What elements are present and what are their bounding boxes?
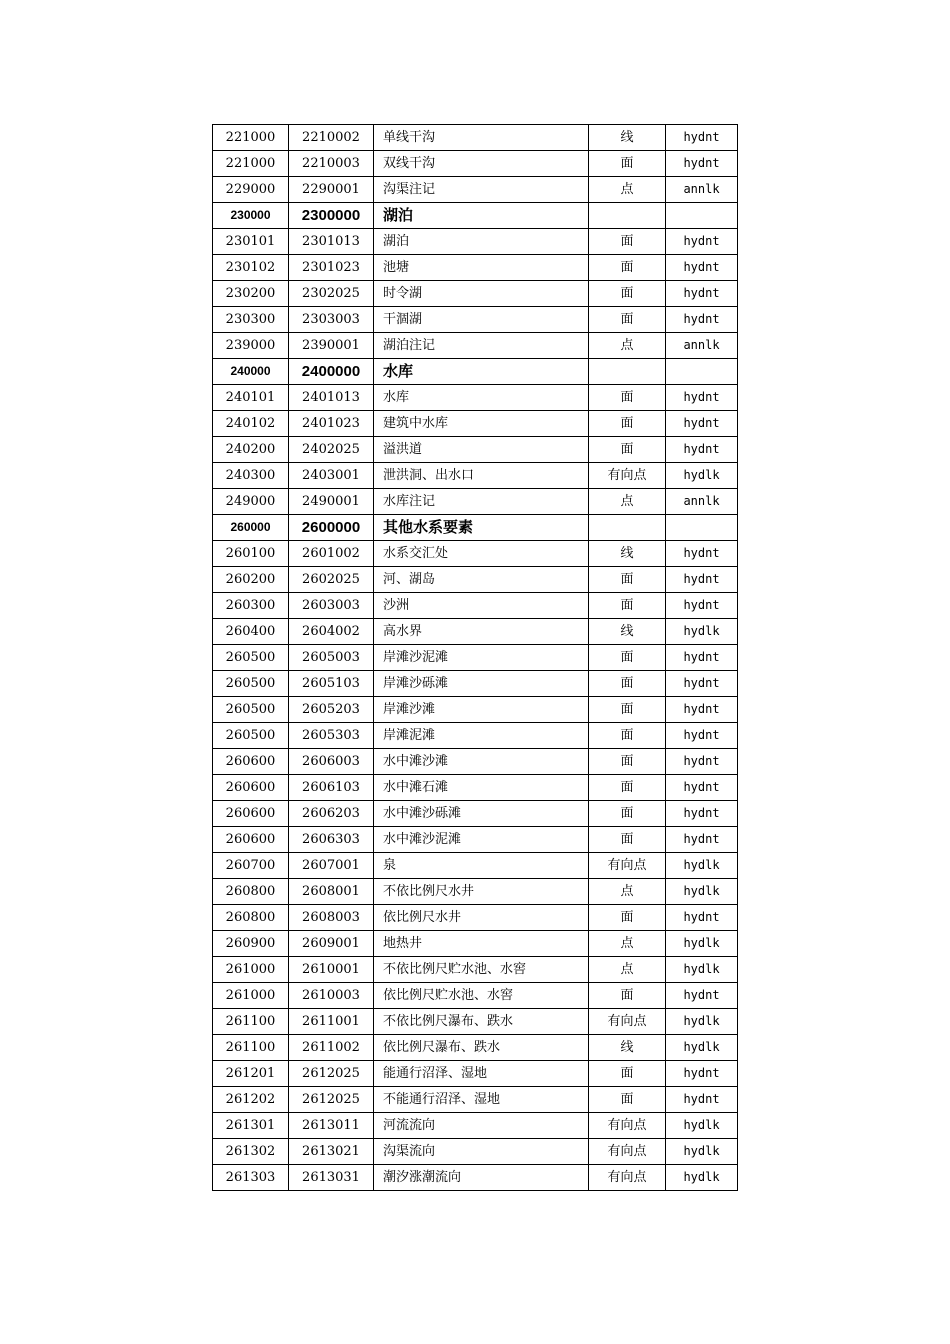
geometry-type-cell: 点 — [589, 931, 666, 957]
feature-code-cell: 2605103 — [289, 671, 374, 697]
feature-name-cell: 泄洪洞、出水口 — [374, 463, 589, 489]
table-body — [213, 125, 738, 1191]
feature-name-cell: 湖泊 — [374, 203, 589, 229]
geometry-type-cell: 点 — [589, 879, 666, 905]
table-row — [213, 645, 738, 671]
geometry-type-cell: 面 — [589, 307, 666, 333]
category-code-cell: 260400 — [213, 619, 289, 645]
category-code-cell: 260500 — [213, 671, 289, 697]
category-code-cell: 260300 — [213, 593, 289, 619]
table-row — [213, 1035, 738, 1061]
feature-name-cell: 水中滩沙泥滩 — [374, 827, 589, 853]
table-row — [213, 255, 738, 281]
feature-code-table — [212, 124, 738, 1191]
geometry-type-cell: 面 — [589, 1061, 666, 1087]
feature-code-cell: 2611002 — [289, 1035, 374, 1061]
layer-name-cell: hydnt — [666, 593, 738, 619]
category-code-cell: 240300 — [213, 463, 289, 489]
layer-name-cell: hydnt — [666, 281, 738, 307]
geometry-type-cell: 面 — [589, 255, 666, 281]
table-row — [213, 229, 738, 255]
feature-code-cell: 2609001 — [289, 931, 374, 957]
feature-code-cell: 2401013 — [289, 385, 374, 411]
layer-name-cell: hydnt — [666, 697, 738, 723]
table-row — [213, 879, 738, 905]
category-code-cell: 230101 — [213, 229, 289, 255]
table-row — [213, 775, 738, 801]
category-code-cell: 261100 — [213, 1009, 289, 1035]
table-row — [213, 931, 738, 957]
layer-name-cell: hydlk — [666, 1165, 738, 1191]
feature-name-cell: 单线干沟 — [374, 125, 589, 151]
category-code-cell: 260500 — [213, 645, 289, 671]
feature-name-cell: 沟渠注记 — [374, 177, 589, 203]
feature-name-cell: 依比例尺瀑布、跌水 — [374, 1035, 589, 1061]
feature-code-cell: 2606103 — [289, 775, 374, 801]
table-row — [213, 177, 738, 203]
table-row — [213, 801, 738, 827]
category-code-cell: 261202 — [213, 1087, 289, 1113]
layer-name-cell: hydnt — [666, 1061, 738, 1087]
geometry-type-cell: 点 — [589, 333, 666, 359]
table-row — [213, 385, 738, 411]
category-code-cell: 230300 — [213, 307, 289, 333]
feature-code-cell: 2612025 — [289, 1061, 374, 1087]
feature-name-cell: 其他水系要素 — [374, 515, 589, 541]
feature-code-cell: 2605303 — [289, 723, 374, 749]
layer-name-cell: hydlk — [666, 463, 738, 489]
feature-code-cell: 2613021 — [289, 1139, 374, 1165]
layer-name-cell: hydlk — [666, 619, 738, 645]
feature-code-cell: 2210003 — [289, 151, 374, 177]
layer-name-cell: hydlk — [666, 853, 738, 879]
category-code-cell: 260600 — [213, 749, 289, 775]
layer-name-cell: hydnt — [666, 385, 738, 411]
geometry-type-cell: 线 — [589, 619, 666, 645]
geometry-type-cell: 有向点 — [589, 1113, 666, 1139]
layer-name-cell: hydlk — [666, 957, 738, 983]
geometry-type-cell: 面 — [589, 671, 666, 697]
category-code-cell: 261303 — [213, 1165, 289, 1191]
geometry-type-cell: 有向点 — [589, 1009, 666, 1035]
feature-name-cell: 河、湖岛 — [374, 567, 589, 593]
group-header-row — [213, 515, 738, 541]
table-row — [213, 1009, 738, 1035]
feature-code-cell: 2210002 — [289, 125, 374, 151]
feature-code-cell: 2611001 — [289, 1009, 374, 1035]
feature-name-cell: 依比例尺水井 — [374, 905, 589, 931]
category-code-cell: 240200 — [213, 437, 289, 463]
feature-code-cell: 2606203 — [289, 801, 374, 827]
table-row — [213, 333, 738, 359]
feature-code-cell: 2604002 — [289, 619, 374, 645]
feature-name-cell: 水中滩沙砾滩 — [374, 801, 589, 827]
table-row — [213, 723, 738, 749]
feature-code-cell: 2608001 — [289, 879, 374, 905]
geometry-type-cell — [589, 359, 666, 385]
feature-name-cell: 河流流向 — [374, 1113, 589, 1139]
table-row — [213, 463, 738, 489]
geometry-type-cell: 面 — [589, 645, 666, 671]
category-code-cell: 261000 — [213, 957, 289, 983]
geometry-type-cell: 面 — [589, 281, 666, 307]
layer-name-cell: hydnt — [666, 983, 738, 1009]
feature-name-cell: 岸滩沙砾滩 — [374, 671, 589, 697]
category-code-cell: 260200 — [213, 567, 289, 593]
category-code-cell: 260800 — [213, 879, 289, 905]
table-row — [213, 671, 738, 697]
category-code-cell: 260900 — [213, 931, 289, 957]
feature-code-cell: 2610001 — [289, 957, 374, 983]
geometry-type-cell: 面 — [589, 1087, 666, 1113]
feature-code-cell: 2610003 — [289, 983, 374, 1009]
layer-name-cell: hydlk — [666, 879, 738, 905]
layer-name-cell: hydnt — [666, 255, 738, 281]
layer-name-cell: hydnt — [666, 645, 738, 671]
table-row — [213, 281, 738, 307]
feature-code-cell: 2613031 — [289, 1165, 374, 1191]
category-code-cell: 261301 — [213, 1113, 289, 1139]
category-code-cell: 260700 — [213, 853, 289, 879]
layer-name-cell — [666, 359, 738, 385]
table-row — [213, 437, 738, 463]
feature-code-cell: 2606003 — [289, 749, 374, 775]
geometry-type-cell: 有向点 — [589, 853, 666, 879]
layer-name-cell: hydnt — [666, 671, 738, 697]
feature-name-cell: 湖泊 — [374, 229, 589, 255]
layer-name-cell: hydnt — [666, 151, 738, 177]
feature-code-cell: 2301023 — [289, 255, 374, 281]
table-row — [213, 697, 738, 723]
layer-name-cell: hydlk — [666, 931, 738, 957]
layer-name-cell: hydlk — [666, 1139, 738, 1165]
geometry-type-cell: 线 — [589, 125, 666, 151]
category-code-cell: 260100 — [213, 541, 289, 567]
layer-name-cell: hydnt — [666, 125, 738, 151]
category-code-cell: 240101 — [213, 385, 289, 411]
table-row — [213, 125, 738, 151]
geometry-type-cell: 线 — [589, 1035, 666, 1061]
geometry-type-cell: 点 — [589, 957, 666, 983]
layer-name-cell: annlk — [666, 177, 738, 203]
feature-code-cell: 2605203 — [289, 697, 374, 723]
layer-name-cell: hydnt — [666, 307, 738, 333]
table-row — [213, 749, 738, 775]
geometry-type-cell: 面 — [589, 437, 666, 463]
category-code-cell: 240102 — [213, 411, 289, 437]
feature-name-cell: 水中滩沙滩 — [374, 749, 589, 775]
feature-code-cell: 2608003 — [289, 905, 374, 931]
feature-name-cell: 水中滩石滩 — [374, 775, 589, 801]
geometry-type-cell: 线 — [589, 541, 666, 567]
layer-name-cell — [666, 515, 738, 541]
geometry-type-cell: 面 — [589, 697, 666, 723]
feature-name-cell: 依比例尺贮水池、水窖 — [374, 983, 589, 1009]
feature-name-cell: 沟渠流向 — [374, 1139, 589, 1165]
geometry-type-cell: 面 — [589, 151, 666, 177]
table-row — [213, 853, 738, 879]
geometry-type-cell: 面 — [589, 385, 666, 411]
feature-code-cell: 2600000 — [289, 515, 374, 541]
geometry-type-cell: 面 — [589, 411, 666, 437]
table-row — [213, 957, 738, 983]
feature-code-cell: 2390001 — [289, 333, 374, 359]
feature-name-cell: 岸滩泥滩 — [374, 723, 589, 749]
layer-name-cell — [666, 203, 738, 229]
layer-name-cell: hydnt — [666, 905, 738, 931]
table-row — [213, 827, 738, 853]
feature-code-cell: 2606303 — [289, 827, 374, 853]
feature-code-cell: 2605003 — [289, 645, 374, 671]
layer-name-cell: hydnt — [666, 411, 738, 437]
feature-name-cell: 高水界 — [374, 619, 589, 645]
category-code-cell: 260500 — [213, 697, 289, 723]
table-row — [213, 541, 738, 567]
feature-code-cell: 2607001 — [289, 853, 374, 879]
layer-name-cell: annlk — [666, 489, 738, 515]
feature-name-cell: 不依比例尺贮水池、水窖 — [374, 957, 589, 983]
feature-code-cell: 2601002 — [289, 541, 374, 567]
layer-name-cell: hydnt — [666, 827, 738, 853]
category-code-cell: 260500 — [213, 723, 289, 749]
category-code-cell: 261000 — [213, 983, 289, 1009]
geometry-type-cell: 点 — [589, 177, 666, 203]
geometry-type-cell: 面 — [589, 983, 666, 1009]
feature-name-cell: 岸滩沙滩 — [374, 697, 589, 723]
feature-name-cell: 干涸湖 — [374, 307, 589, 333]
feature-name-cell: 岸滩沙泥滩 — [374, 645, 589, 671]
table-row — [213, 151, 738, 177]
geometry-type-cell: 面 — [589, 593, 666, 619]
feature-code-cell: 2303003 — [289, 307, 374, 333]
category-code-cell: 249000 — [213, 489, 289, 515]
feature-code-cell: 2602025 — [289, 567, 374, 593]
feature-name-cell: 不依比例尺水井 — [374, 879, 589, 905]
category-code-cell: 261302 — [213, 1139, 289, 1165]
category-code-cell: 261100 — [213, 1035, 289, 1061]
feature-code-cell: 2300000 — [289, 203, 374, 229]
layer-name-cell: hydnt — [666, 229, 738, 255]
feature-name-cell: 水库 — [374, 385, 589, 411]
geometry-type-cell — [589, 515, 666, 541]
table-row — [213, 1113, 738, 1139]
geometry-type-cell: 面 — [589, 749, 666, 775]
geometry-type-cell: 有向点 — [589, 463, 666, 489]
table-row — [213, 489, 738, 515]
layer-name-cell: hydlk — [666, 1009, 738, 1035]
category-code-cell: 260600 — [213, 827, 289, 853]
feature-name-cell: 时令湖 — [374, 281, 589, 307]
table-row — [213, 983, 738, 1009]
category-code-cell: 261201 — [213, 1061, 289, 1087]
feature-code-cell: 2302025 — [289, 281, 374, 307]
category-code-cell: 221000 — [213, 151, 289, 177]
layer-name-cell: hydnt — [666, 1087, 738, 1113]
layer-name-cell: hydnt — [666, 801, 738, 827]
geometry-type-cell: 面 — [589, 723, 666, 749]
category-code-cell: 240000 — [213, 359, 289, 385]
feature-code-cell: 2301013 — [289, 229, 374, 255]
feature-name-cell: 双线干沟 — [374, 151, 589, 177]
category-code-cell: 260000 — [213, 515, 289, 541]
feature-code-cell: 2401023 — [289, 411, 374, 437]
table-row — [213, 411, 738, 437]
category-code-cell: 221000 — [213, 125, 289, 151]
table-row — [213, 307, 738, 333]
layer-name-cell: hydnt — [666, 749, 738, 775]
layer-name-cell: hydnt — [666, 723, 738, 749]
feature-name-cell: 沙洲 — [374, 593, 589, 619]
feature-code-cell: 2613011 — [289, 1113, 374, 1139]
geometry-type-cell: 面 — [589, 229, 666, 255]
feature-code-cell: 2603003 — [289, 593, 374, 619]
table-row — [213, 567, 738, 593]
table-row — [213, 619, 738, 645]
geometry-type-cell: 面 — [589, 801, 666, 827]
layer-name-cell: annlk — [666, 333, 738, 359]
feature-name-cell: 建筑中水库 — [374, 411, 589, 437]
category-code-cell: 260600 — [213, 801, 289, 827]
geometry-type-cell: 有向点 — [589, 1165, 666, 1191]
feature-name-cell: 溢洪道 — [374, 437, 589, 463]
feature-code-cell: 2403001 — [289, 463, 374, 489]
layer-name-cell: hydlk — [666, 1035, 738, 1061]
layer-name-cell: hydnt — [666, 541, 738, 567]
geometry-type-cell: 面 — [589, 775, 666, 801]
feature-code-cell: 2490001 — [289, 489, 374, 515]
feature-code-cell: 2612025 — [289, 1087, 374, 1113]
category-code-cell: 230102 — [213, 255, 289, 281]
feature-name-cell: 能通行沼泽、湿地 — [374, 1061, 589, 1087]
category-code-cell: 230000 — [213, 203, 289, 229]
category-code-cell: 239000 — [213, 333, 289, 359]
feature-name-cell: 水系交汇处 — [374, 541, 589, 567]
layer-name-cell: hydlk — [666, 1113, 738, 1139]
geometry-type-cell: 面 — [589, 905, 666, 931]
layer-name-cell: hydnt — [666, 567, 738, 593]
layer-name-cell: hydnt — [666, 437, 738, 463]
category-code-cell: 260800 — [213, 905, 289, 931]
geometry-type-cell: 点 — [589, 489, 666, 515]
feature-name-cell: 池塘 — [374, 255, 589, 281]
feature-name-cell: 水库 — [374, 359, 589, 385]
category-code-cell: 229000 — [213, 177, 289, 203]
feature-name-cell: 地热井 — [374, 931, 589, 957]
feature-name-cell: 不依比例尺瀑布、跌水 — [374, 1009, 589, 1035]
geometry-type-cell: 有向点 — [589, 1139, 666, 1165]
feature-name-cell: 湖泊注记 — [374, 333, 589, 359]
feature-name-cell: 潮汐涨潮流向 — [374, 1165, 589, 1191]
feature-name-cell: 水库注记 — [374, 489, 589, 515]
table-row — [213, 1061, 738, 1087]
feature-code-cell: 2400000 — [289, 359, 374, 385]
layer-name-cell: hydnt — [666, 775, 738, 801]
category-code-cell: 230200 — [213, 281, 289, 307]
category-code-cell: 260600 — [213, 775, 289, 801]
group-header-row — [213, 359, 738, 385]
geometry-type-cell: 面 — [589, 567, 666, 593]
feature-name-cell: 不能通行沼泽、湿地 — [374, 1087, 589, 1113]
feature-code-cell: 2402025 — [289, 437, 374, 463]
table-row — [213, 593, 738, 619]
table-row — [213, 1087, 738, 1113]
table-row — [213, 1139, 738, 1165]
table-row — [213, 905, 738, 931]
group-header-row — [213, 203, 738, 229]
table-row — [213, 1165, 738, 1191]
geometry-type-cell — [589, 203, 666, 229]
feature-name-cell: 泉 — [374, 853, 589, 879]
feature-code-cell: 2290001 — [289, 177, 374, 203]
geometry-type-cell: 面 — [589, 827, 666, 853]
